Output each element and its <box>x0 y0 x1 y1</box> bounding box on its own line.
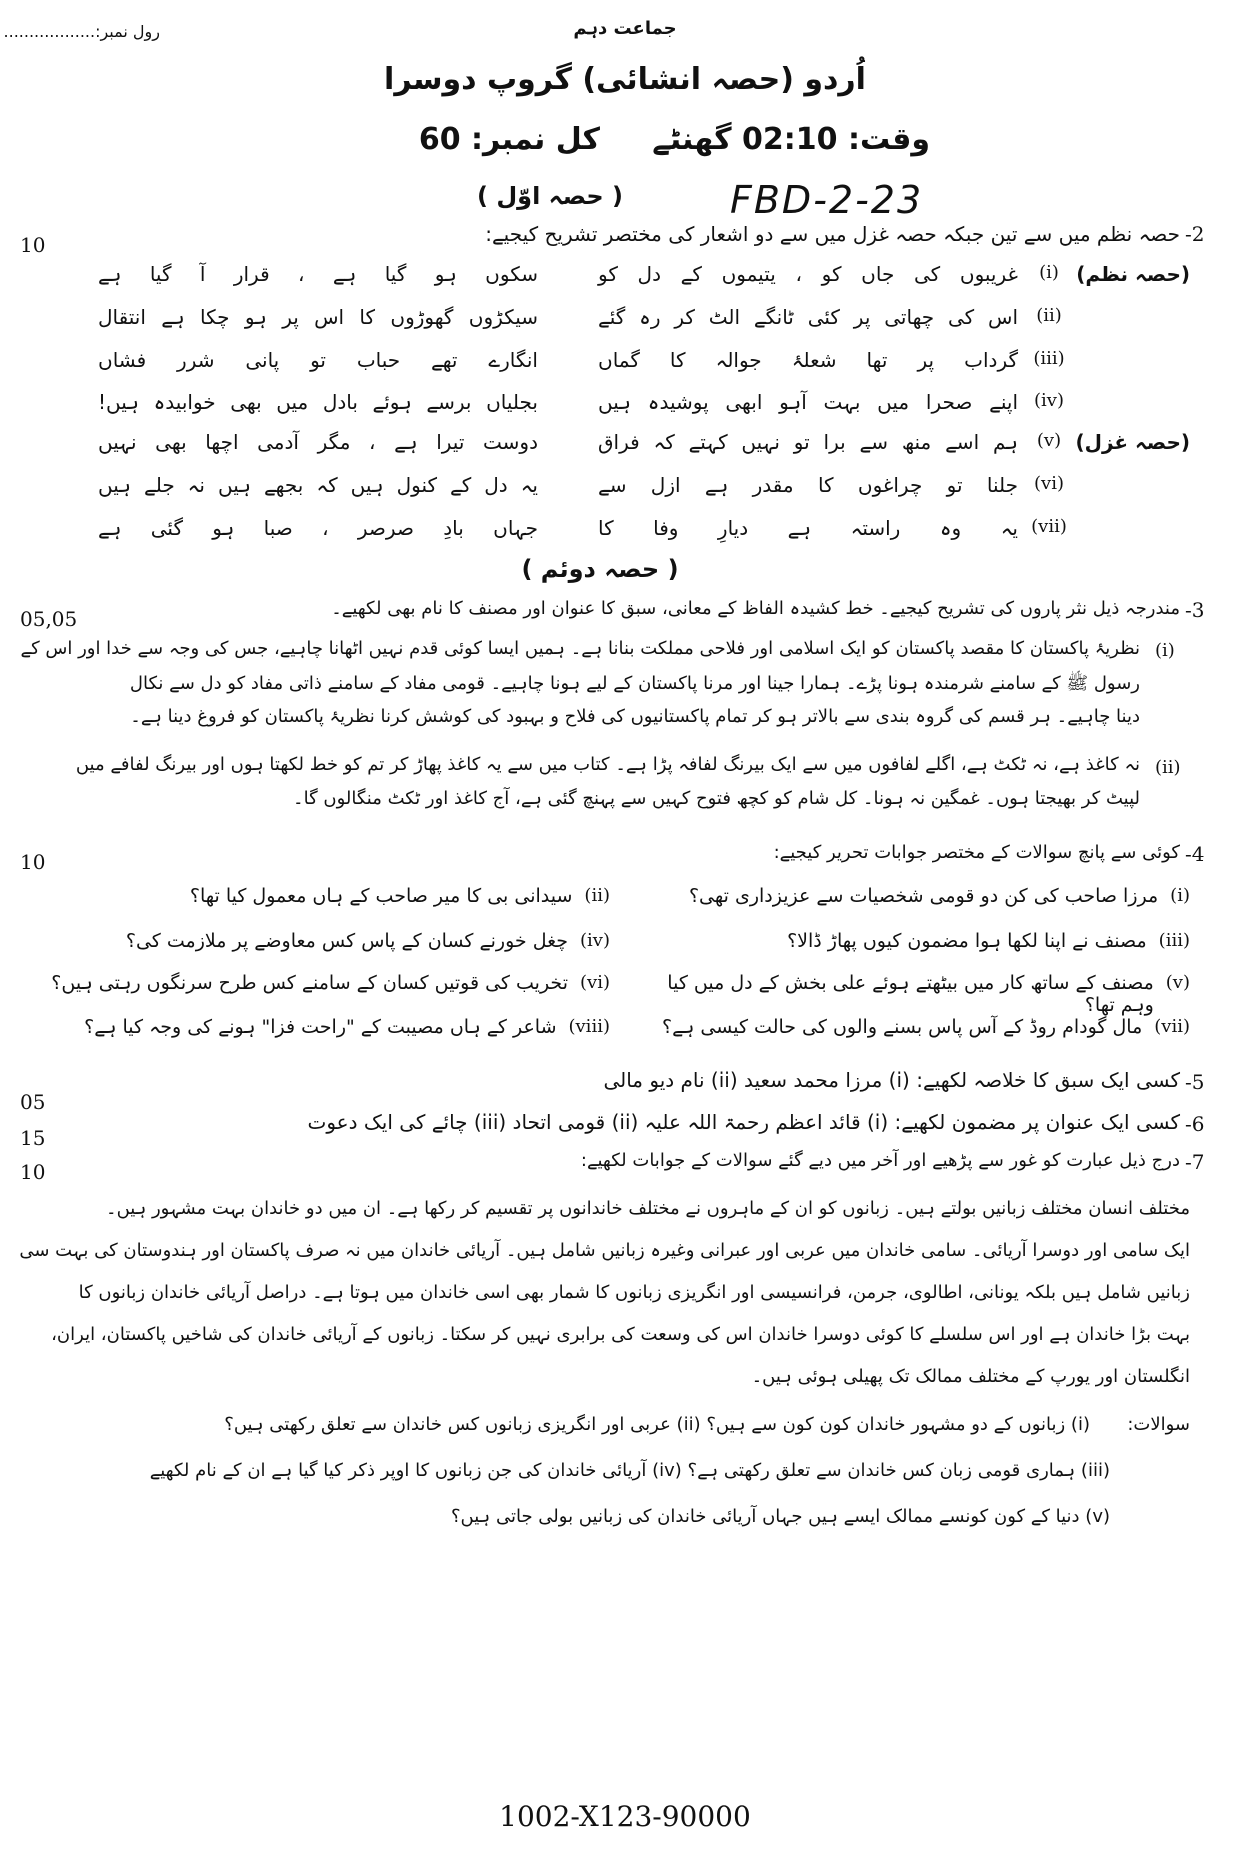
q4-marks: 10 <box>20 850 46 874</box>
verse-second-line: انگارے تھے حباب تو پانی شرر فشاں <box>98 348 538 372</box>
verse-first-line: ہم اسے منھ سے برا تو نہیں کہتے کہ فراق <box>598 430 1018 454</box>
passage1-number: (i) <box>1155 640 1175 661</box>
time-label: وقت: 02:10 گھنٹے <box>652 122 930 157</box>
class-label: جماعت دہم <box>573 18 677 39</box>
passage-line-2: ایک سامی اور دوسرا آریائی۔ سامی خاندان میں عربی اور عبرانی وغیرہ زبانیں شامل ہیں۔ آریائی خاندان میں نہ صرف پاکستان اور ہندوستان کی بہت سی <box>19 1240 1190 1261</box>
verse-row <box>80 430 1080 454</box>
short-question-number: (vii) <box>1154 1016 1190 1037</box>
questions-label: سوالات: <box>1127 1414 1190 1435</box>
short-question-number: (iii) <box>1158 930 1190 951</box>
q4-instruction: کوئی سے پانچ سوالات کے مختصر جوابات تحریر کیجیے: <box>773 842 1180 863</box>
q3-instruction: مندرجہ ذیل نثر پاروں کی تشریح کیجیے۔ خط کشیدہ الفاظ کے معانی، سبق کا عنوان اور مصنف کا نام بھی لکھیے۔ <box>331 598 1180 619</box>
q6-instruction: کسی ایک عنوان پر مضمون لکھیے: (i) قائد اعظم رحمۃ اللہ علیہ (ii) قومی اتحاد (iii) چائے کی ایک دعوت <box>307 1110 1180 1134</box>
short-question-text: تخریب کی قوتیں کسان کے سامنے کس طرح سرنگوں رہتی ہیں؟ <box>51 972 568 994</box>
verse-second-line: جہاں بادِ صرصر ، صبا ہو گئی ہے <box>98 516 538 540</box>
total-marks: کل نمبر: 60 <box>418 122 600 157</box>
passage2-number: (ii) <box>1155 757 1181 778</box>
verse-number: (iii) <box>1033 348 1065 369</box>
passage1-line-2: رسول ﷺ کے سامنے شرمندہ ہونا پڑے۔ ہمارا جینا اور مرنا پاکستان کے لیے ہونا چاہیے۔ قومی مفاد کے سامنے ذاتی مفاد کو دل سے نکال <box>129 673 1140 694</box>
verse-second-line: سیکڑوں گھوڑوں کا اس پر ہو چکا ہے انتقال <box>98 305 538 329</box>
short-question-text: مال گودام روڈ کے آس پاس بسنے والوں کی حالت کیسی ہے؟ <box>662 1016 1143 1038</box>
q5-instruction: کسی ایک سبق کا خلاصہ لکھیے: (i) مرزا محمد سعید (ii) نام دیو مالی <box>603 1068 1180 1092</box>
short-question-text: سیدانی بی کا میر صاحب کے ہاں معمول کیا تھا؟ <box>189 885 573 907</box>
verse-number: (v) <box>1036 430 1062 451</box>
passage1-line-3: دینا چاہیے۔ ہر قسم کی گروہ بندی سے بالاتر ہو کر تمام پاکستانیوں کی فلاح و بہبود کی کوشش کرنا نظریۂ پاکستان کو فروغ دینا ہے۔ <box>130 706 1140 727</box>
short-question-item <box>50 1016 610 1038</box>
q3-number: -3 <box>1185 598 1205 622</box>
part2-heading: ( حصہ دوئم ) <box>521 555 679 583</box>
q6-number: -6 <box>1185 1112 1205 1136</box>
passage2-line-1: نہ کاغذ ہے، نہ ٹکٹ ہے، اگلے لفافوں میں سے ایک بیرنگ لفافہ پڑا ہے۔ کتاب میں سے یہ کاغذ پھاڑ کر تم کو خط لکھتا ہوں اور بیرنگ لفافے میں <box>75 754 1140 775</box>
verse-row <box>80 348 1080 372</box>
verse-first-line: اپنے صحرا میں بہت آہو ابھی پوشیدہ ہیں <box>598 390 1018 414</box>
verse-first-line: اس کی چھاتی پر کئی ٹانگے الٹ کر رہ گئے <box>598 305 1018 329</box>
q7-questions-line-1: (i) زبانوں کے دو مشہور خاندان کون کون سے ہیں؟ (ii) عربی اور انگریزی زبانوں کس خاندان سے تعلق رکھتی ہیں؟ <box>224 1414 1090 1435</box>
q5-number: -5 <box>1185 1070 1205 1094</box>
verse-row <box>80 262 1080 286</box>
q7-questions-line-2: (iii) ہماری قومی زبان کس خاندان سے تعلق رکھتی ہے؟ (iv) آریائی خاندان کی جن زبانوں کا اوپر ذکر کیا گیا ہے ان کے نام لکھیے <box>149 1460 1110 1481</box>
q7-instruction: درج ذیل عبارت کو غور سے پڑھیے اور آخر میں دیے گئے سوالات کے جوابات لکھیے: <box>580 1150 1180 1171</box>
passage2-line-2: لپیٹ کر بھیجتا ہوں۔ غمگین نہ ہونا۔ کل شام کو کچھ فتوح کہیں سے پہنچ گئی ہے، آج کاغذ اور ٹکٹ منگالوں گا۔ <box>293 788 1140 809</box>
part1-heading: ( حصہ اوّل ) <box>477 182 623 210</box>
q3-marks: 05,05 <box>20 607 78 631</box>
verse-row <box>80 390 1080 414</box>
short-question-number: (v) <box>1165 972 1190 993</box>
passage-line-5: انگلستان اور یورپ کے مختلف ممالک تک پھیلی ہوئی ہیں۔ <box>751 1366 1190 1387</box>
short-question-item <box>50 930 610 952</box>
short-question-item <box>50 972 610 994</box>
verse-second-line: یہ دل کے کنول ہیں کہ بجھے ہیں نہ جلے ہیں <box>98 473 538 497</box>
short-question-text: چغل خورنے کسان کے پاس کس معاوضے پر ملازمت کی؟ <box>125 930 568 952</box>
short-question-number: (iv) <box>580 930 610 951</box>
verse-first-line: یہ وہ راستہ ہے دیارِ وفا کا <box>598 516 1018 540</box>
verse-second-line: سکوں ہو گیا ہے ، قرار آ گیا ہے <box>98 262 538 286</box>
verse-first-line: گرداب پر تھا شعلۂ جوالہ کا گماں <box>598 348 1018 372</box>
short-question-item <box>630 972 1190 1016</box>
verse-second-line: دوست تیرا ہے ، مگر آدمی اچھا بھی نہیں <box>98 430 538 454</box>
nazm-label: (حصہ نظم) <box>1076 262 1190 286</box>
handwritten-code: FBD-2-23 <box>730 178 924 222</box>
passage-line-4: بہت بڑا خاندان ہے اور اس سلسلے کا کوئی دوسرا خاندان اس کی وسعت کی برابری نہیں کر سکتا۔ زبانوں کے آریائی خاندان کی شاخیں پاکستان، ایران، <box>51 1324 1190 1345</box>
q7-number: -7 <box>1185 1150 1205 1174</box>
verse-second-line: بجلیاں برسے ہوئے بادل میں بھی خوابیدہ ہیں! <box>98 390 538 414</box>
passage-line-1: مختلف انسان مختلف زبانیں بولتے ہیں۔ زبانوں کو ان کے ماہروں نے مختلف خاندانوں پر تقسیم کر رکھا ہے۔ ان میں دو خاندان بہت مشہور ہیں۔ <box>106 1198 1190 1219</box>
short-question-number: (ii) <box>584 885 610 906</box>
q7-marks: 10 <box>20 1160 46 1184</box>
verse-number: (vii) <box>1031 516 1067 537</box>
verse-number: (vi) <box>1034 473 1064 494</box>
passage-line-3: زبانیں شامل ہیں بلکہ یونانی، اطالوی، جرمن، فرانسیسی اور انگریزی زبانوں کا شمار بھی اسی خاندان میں ہوتا ہے۔ دراصل آریائی خاندان زبانوں کا <box>78 1282 1190 1303</box>
verse-row <box>80 305 1080 329</box>
verse-number: (ii) <box>1036 305 1062 326</box>
verse-number: (iv) <box>1034 390 1064 411</box>
q4-number: -4 <box>1185 842 1205 866</box>
short-question-item <box>630 1016 1190 1038</box>
short-question-text: شاعر کے ہاں مصیبت کے "راحت فزا" ہونے کی وجہ کیا ہے؟ <box>84 1016 557 1038</box>
q2-marks: 10 <box>20 233 46 257</box>
passage1-line-1: نظریۂ پاکستان کا مقصد پاکستان کو ایک اسلامی اور فلاحی مملکت بنانا ہے۔ ہمیں ایسا کوئی قدم نہیں اٹھانا چاہیے، جس کی وجہ سے خدا اور اس کے <box>20 638 1140 659</box>
q6-marks: 15 <box>20 1126 46 1150</box>
short-question-number: (i) <box>1170 885 1190 906</box>
short-question-item <box>630 885 1190 907</box>
short-question-text: مصنف نے اپنا لکھا ہوا مضمون کیوں پھاڑ ڈالا؟ <box>787 930 1147 952</box>
q5-marks: 05 <box>20 1090 46 1114</box>
verse-first-line: جلنا تو چراغوں کا مقدر ہے ازل سے <box>598 473 1018 497</box>
short-question-item <box>630 930 1190 952</box>
short-question-text: مرزا صاحب کی کن دو قومی شخصیات سے عزیزداری تھی؟ <box>688 885 1159 907</box>
paper-title: اُردو (حصہ انشائی) گروپ دوسرا <box>384 62 866 97</box>
short-question-number: (vi) <box>580 972 610 993</box>
roll-number-field: رول نمبر:.................. <box>3 22 160 41</box>
verse-row <box>80 516 1080 540</box>
verse-first-line: غریبوں کی جاں کو ، یتیموں کے دل کو <box>598 262 1018 286</box>
ghazal-label: (حصہ غزل) <box>1075 430 1190 454</box>
q7-questions-line-3: (v) دنیا کے کون کونسے ممالک ایسے ہیں جہاں آریائی خاندان کی زبانیں بولی جاتی ہیں؟ <box>450 1506 1110 1527</box>
q2-number: -2 <box>1185 222 1205 246</box>
q2-instruction: حصہ نظم میں سے تین جبکہ حصہ غزل میں سے دو اشعار کی مختصر تشریح کیجیے: <box>485 222 1180 246</box>
short-question-text: مصنف کے ساتھ کار میں بیٹھتے ہوئے علی بخش کے دل میں کیا وہم تھا؟ <box>667 972 1154 1016</box>
verse-number: (i) <box>1039 262 1059 283</box>
paper-code: 1002-X123-90000 <box>499 1800 751 1833</box>
short-question-item <box>50 885 610 907</box>
short-question-number: (viii) <box>568 1016 610 1037</box>
verse-row <box>80 473 1080 497</box>
